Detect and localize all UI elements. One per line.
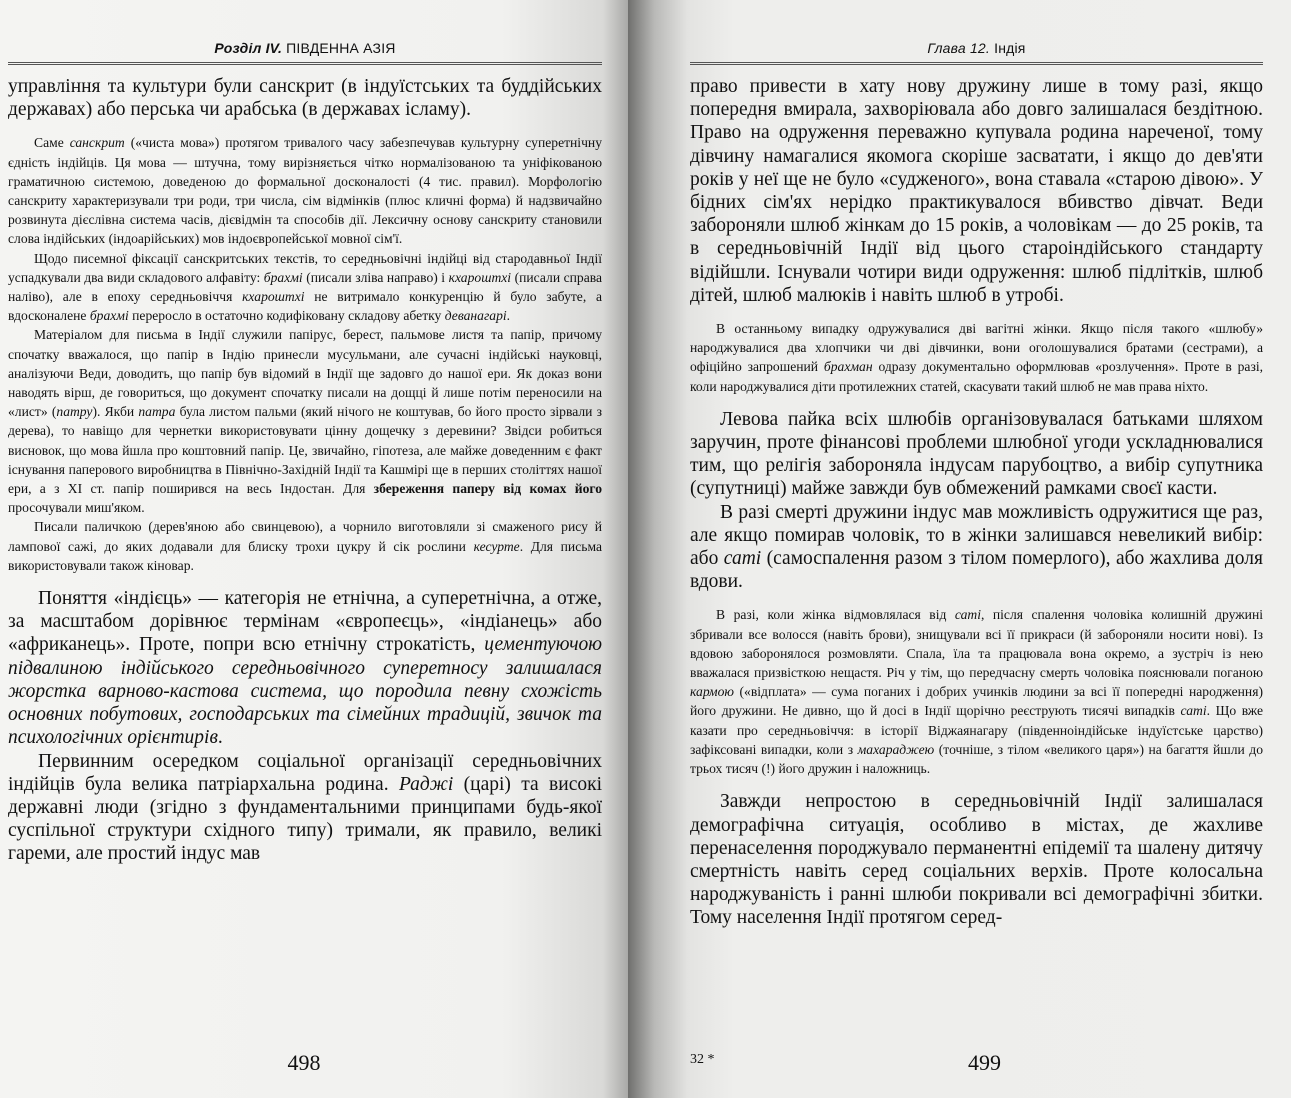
left-small-paragraph [8,325,602,517]
text-run: Матеріалом для письма в Індії служили папірус, берест, пальмове листя та папір, причому спочатку вважалося, що папір в Індію принесли мусульмани, але сучасні індійські науковці, аналізуючи Веди, доводить, що папір був відомий в Індії ще задовго до нашої ери. Як доказ вони наводять вірш, де говориться, що документ спочатку писали на дощці й лише потім переносили на «лист» ( [8,327,602,420]
left-large-paragraph [8,750,602,866]
text-run: . Для письма використовували також кіновар. [8,538,602,573]
text-run: Щодо писемної фіксації санскритських текстів, то середньовічні індійці від стародавньої Індії успадкували два види складового алфавіту: [8,250,602,285]
text-run: (писали справа наліво), але в епоху середньовіччя [8,269,603,305]
left-opening-paragraph: управління та культури були санскрит (в індуїстських та буддійських державах) або перська чи арабська (в державах ісламу). [8,76,602,121]
text-run: одразу документально оформлював «розлучення». Проте в разі, коли народжувалися діти протилежних статей, скасувати такий шлюб не мав права ніхто. [690,359,1263,394]
text-run: ). Якби [92,404,139,420]
italic-term: патра [138,404,176,420]
text-run: (писали зліва направо) і [302,269,449,285]
left-small-paragraph [8,249,602,326]
text-run: просочували миш'яком. [8,500,145,516]
right-small-paragraph [690,319,1263,396]
right-large-paragraph [690,408,1263,501]
text-run: . [217,727,223,749]
left-small-paragraph [8,517,602,575]
text-run: Левова пайка всіх шлюбів організовувалася батьками шляхом заручин, проте фінансові проблеми шлюбної угоди ускладнювалися тим, що релігія забороняла індусам парубоцтво, а вибір супутника (супутниці) майже завжди був обмежений рамками своєї касти. [690,408,1263,500]
italic-term: брахмі [89,308,129,324]
right-large-paragraph [690,501,1263,594]
right-page-number: 499 [968,1050,1001,1075]
left-running-head-title: ПІВДЕННА АЗІЯ [282,40,396,56]
italic-term: брахман [823,359,873,375]
italic-term: махараджею [857,741,935,757]
left-running-head-prefix: Розділ IV. [214,40,283,56]
italic-term: кхароштхі [448,269,512,285]
italic-term: кесурте [473,538,520,554]
right-large-paragraph [690,75,1263,307]
right-page [628,0,1291,1098]
italic-term: саті [723,548,762,570]
left-running-head [8,40,602,65]
text-run: , після спалення чоловіка колишній дружині збривали все волосся (навіть брови), знищували всі її прикраси (й забороняли носити нові). Із вдовою заборонялося розмовляти. Спала, їла та працювала вона окремо, а зустріч із нею вважалася призвісткою нещастя. Річ у тім, що передчасну смерть чоловіка пояснювали поганою [690,607,1263,681]
left-page [0,0,628,1098]
text-run: не витримало конкуренцію й було забуте, а вдосконалене [8,289,602,324]
left-page-number: 498 [287,1050,321,1075]
italic-term: патру [56,404,93,420]
text-run: Первинним осередком соціальної організації середньовічних індійців була велика патріархальна родина. [8,750,602,795]
right-large-paragraph [690,790,1263,929]
bold-phrase: збереження паперу від комах його [373,481,602,497]
right-running-head-prefix: Глава 12. [927,40,991,56]
text-run: Поняття «індієць» — категорія не етнічна, а суперетнічна, а отже, за масштабом дорівнює термінам «європеєць», «індіанець» або «африканець». Проте, попри всю етнічну строкатість, [8,588,602,656]
text-run: . Що вже казати про середньовіччя: в історії Віджаянагару (південноіндійське індуїстське царство) зафіксовані випадки, коли з [690,703,1263,757]
text-run: В останньому випадку одружувалися дві вагітні жінки. Якщо після такого «шлюбу» народжувалися два хлопчики чи дві дівчинки, вони оголошувалися братами (сестрами), а офіційно запрошений [690,321,1263,375]
text-run: («відплата» — сума поганих і добрих учинків людини за всі її попередні народження) його дружини. Не дивно, що й досі в Індії щорічно реєструють тисячі випадків [690,684,1263,719]
text-run: Саме [34,135,70,151]
text-run: Писали паличкою (дерев'яною або свинцевою), а чорнило виготовляли зі смаженого рису й лампової сажі, до яких додавали для блиску трохи цукру й сік рослини [8,519,602,554]
text-run: право привести в хату нову дружину лише в тому разі, якщо попередня вмирала, захворіювала або довго залишалася бездітною. Право на одруження переважно купувала родина нареченої, тому дівчину намагалися якомога скоріше засватати, і якщо до дев'яти років у неї ще не було «судженого», вона ставала «старою дівою». У бідних сім'ях нерідко практикувалося вбивство дівчат. Веди забороняли шлюб жінкам до 15 років, а чоловікам — до 25 років, та в середньовічній Індії від цього староіндійського стандарту відійшли. Існували чотири види одруження: шлюб підлітків, шлюб дітей, шлюб малюків і навіть шлюб в утробі. [690,76,1263,306]
right-running-head-title: Індія [990,40,1026,56]
right-small-paragraph [690,605,1263,778]
italic-term: брахмі [263,269,303,285]
italic-term: Раджі [398,773,454,795]
left-small-paragraph [8,133,602,248]
right-running-head [690,40,1263,65]
text-run: переросло в остаточно кодифіковану складову абетку [128,308,445,324]
italic-term: кхароштхі [242,289,305,305]
text-run: (самоспалення разом з тілом померлого), або жахлива доля вдови. [690,548,1263,593]
left-large-paragraph [8,587,602,749]
text-run: Завжди непростою в середньовічній Індії залишалася демографічна ситуація, особливо в містах, де жахливе перенаселення породжувало перманентні епідемії та шалену дитячу смертність навіть серед соціальних верхів. Проте колосальна народжуваність і ранні шлюби покривали всі демографічні збитки. Тому населення Індії протягом серед- [690,791,1263,929]
signature-mark: 32 * [690,1052,715,1067]
text-run: була листом пальми (який нічого не коштував, бо його просто зірвали з дерева), то навіщо для чернетки використовувати цінну дощечку з деревини? Звідси робиться висновок, що мова йшла про коштовний папір. Це, звичайно, гіпотеза, але майже доведенним є факт існування паперового виробництва в Північно-Західній Індії та Кашмірі ще в перших століттях нашої ери, а з XI ст. папір поширився на весь Індостан. Для [8,404,602,497]
text-run: . [506,308,511,324]
italic-term: цементуючою підвалиною індійського середньовічного суперетносу залишалася жорстка варново-кастова система, що породила певну схожість основних побутових, господарських та сімейних традицій, звичок та психологічних орієнтирів [8,634,602,749]
italic-term: кармою [690,684,734,700]
text-run: (точніше, з тілом «великого царя») на багаття йшли до трьох тисяч (!) його дружин і наложниць. [690,741,1263,777]
text-run: (царі) та високі державні люди (згідно з фундаментальними принципами будь-якої суспільної структури східного типу) тримали, як правило, великі гареми, але простий індус мав [8,773,602,865]
italic-term: саті [954,607,981,623]
italic-term: санскрит [69,135,125,151]
text-run: В разі, коли жінка відмовлялася від [716,607,955,623]
italic-term: саті [1180,703,1207,719]
italic-term: деванагарі [444,308,507,324]
text-run: («чиста мова») протягом тривалого часу забезпечував культурну суперетнічну єдність індійців. Ця мова — штучна, тому вирізняється чітко нормалізованою та уніфікованою граматичною системою, доведеною до формальної досконалості (4 тис. правил). Морфологію санскриту характеризували три роди, три числа, сім відмінків (плюс кличні форма) й надзвичайно розвинута дієслівна система часів, дієвідмін та способів дії. Лексичну основу санскриту становили слова індійських (індоарійських) мов індоєвропейської мовної сім'ї. [8,135,602,247]
text-run: В разі смерті дружини індус мав можливість одружитися ще раз, але якщо помирав чоловік, то в жінки залишався невеликий вибір: або [690,501,1263,570]
